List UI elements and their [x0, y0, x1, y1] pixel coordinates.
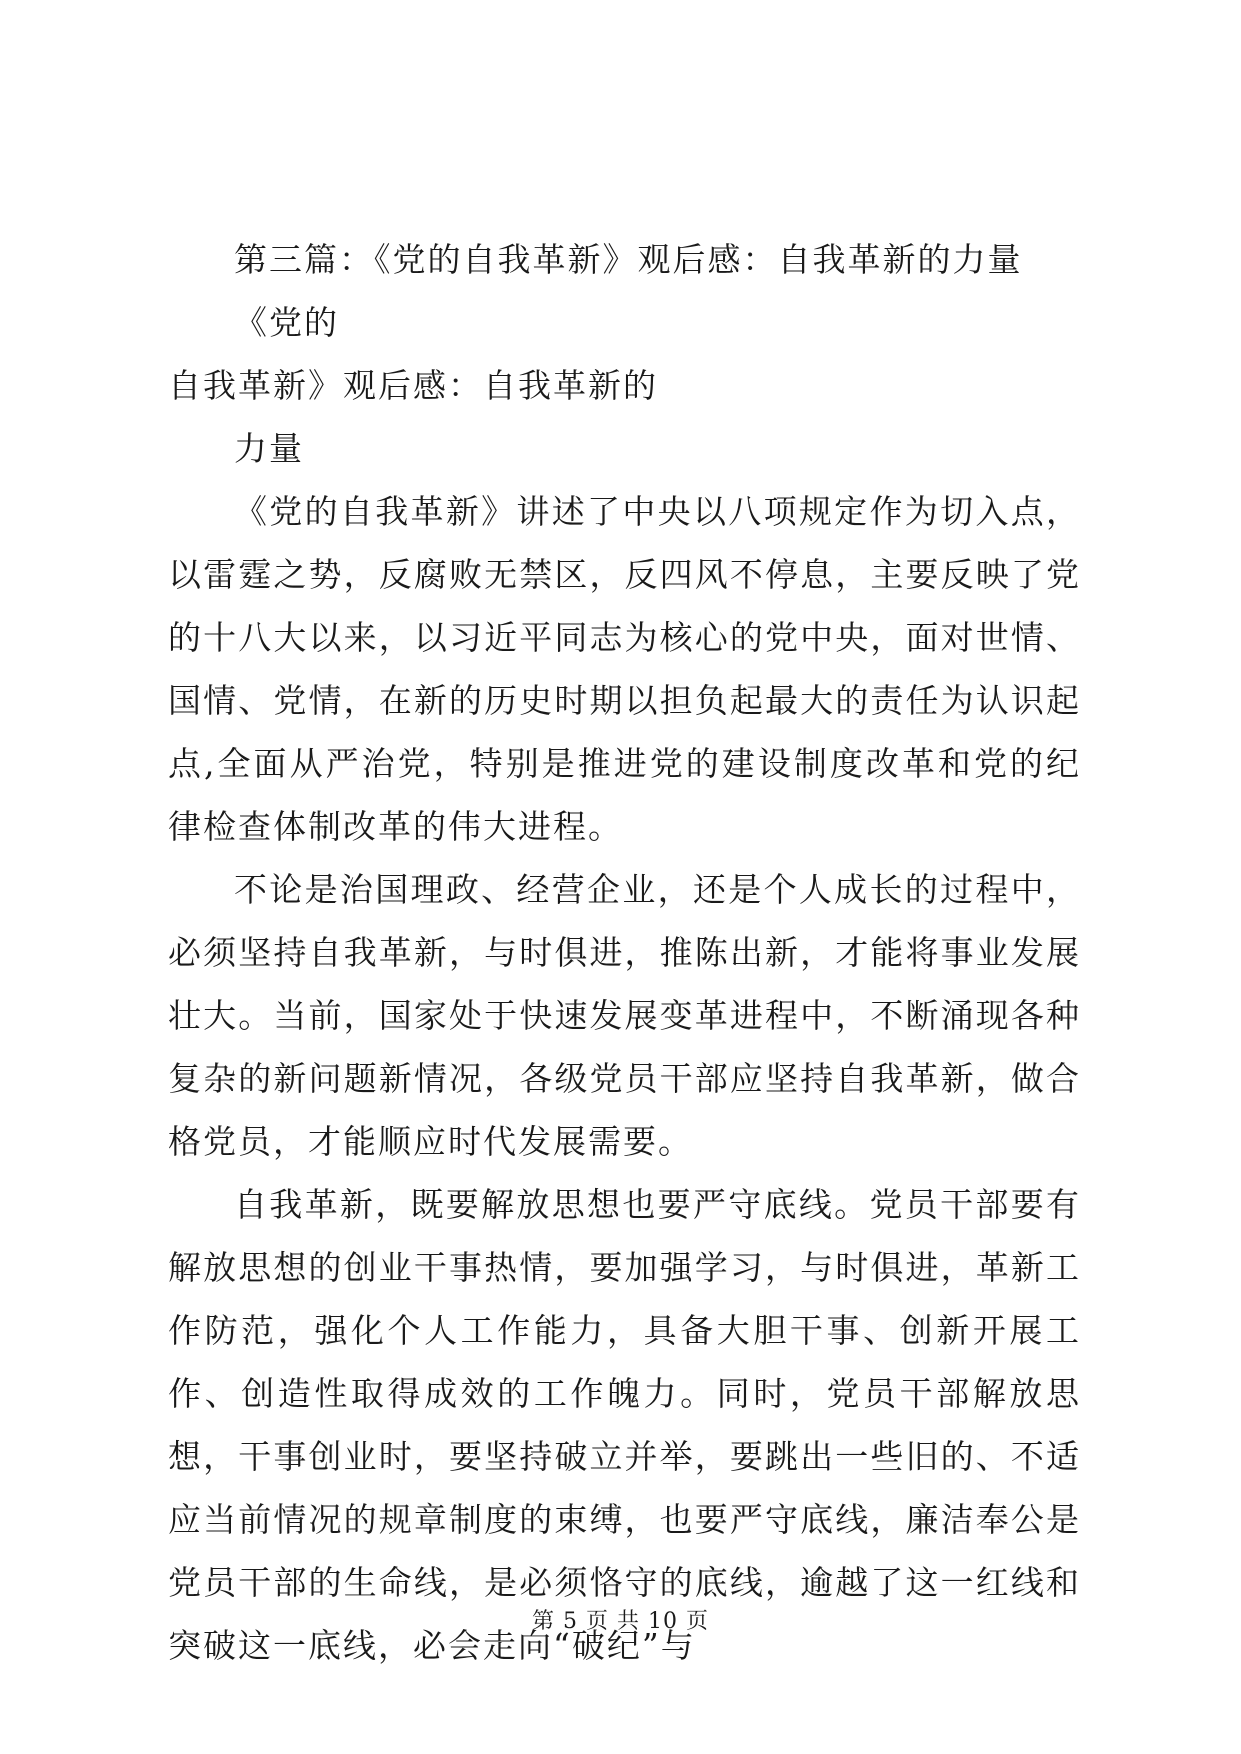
- paragraph-1: 《党的自我革新》讲述了中央以八项规定作为切入点，以雷霆之势，反腐败无禁区，反四风不停息，主要反映了党的十八大以来，以习近平同志为核心的党中央，面对世情、国情、党情，在新的历史时期以担负起最大的责任为认识起点,全面从严治党，特别是推进党的建设制度改革和党的纪律检查体制改革的伟大进程。: [168, 492, 1081, 846]
- document-body: [168, 228, 1081, 1677]
- paragraph-2: 不论是治国理政、经营企业，还是个人成长的过程中，必须坚持自我革新，与时俱进，推陈出新，才能将事业发展壮大。当前，国家处于快速发展变革进程中，不断涌现各种复杂的新问题新情况，各级党员干部应坚持自我革新，做合格党员，才能顺应时代发展需要。: [168, 870, 1081, 1161]
- page-footer: 第 5 页 共 10 页: [532, 1609, 709, 1634]
- title-line-2: 自我革新》观后感：自我革新的: [168, 366, 658, 405]
- title-line-1: 第三篇：《党的自我革新》观后感：自我革新的力量《党的: [234, 240, 1023, 342]
- paragraph-3: 自我革新，既要解放思想也要严守底线。党员干部要有解放思想的创业干事热情，要加强学习，与时俱进，革新工作防范，强化个人工作能力，具备大胆干事、创新开展工作、创造性取得成效的工作魄力。同时，党员干部解放思想，干事创业时，要坚持破立并举，要跳出一些旧的、不适应当前情况的规章制度的束缚，也要严守底线，廉洁奉公是党员干部的生命线，是必须恪守的底线，逾越了这一红线和突破这一底线，必会走向“破纪”与: [168, 1185, 1081, 1665]
- title-line-3: 力量: [234, 429, 304, 468]
- document-title: [168, 228, 1081, 480]
